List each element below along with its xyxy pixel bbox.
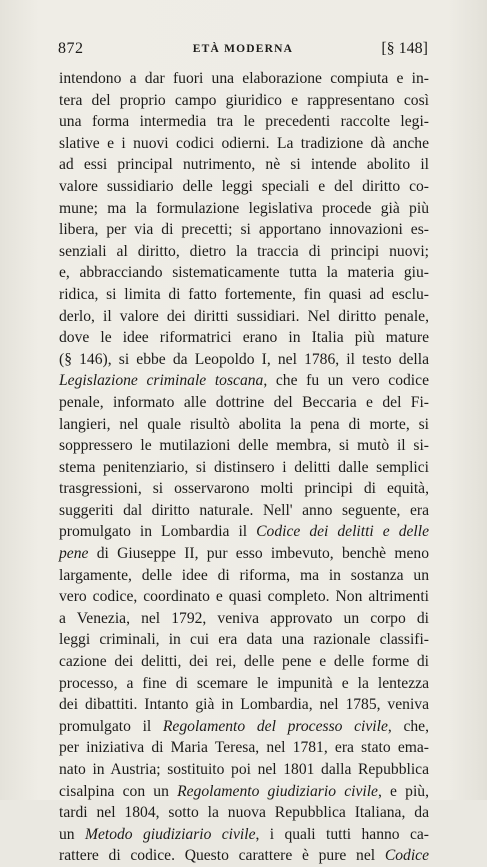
text-run: promulgato in Lombardia il xyxy=(59,523,257,541)
text-run: mune; ma la formulazione legislativa procede già più xyxy=(59,199,429,217)
italic-title: Legislazione criminale toscana xyxy=(59,372,264,390)
text-line xyxy=(59,133,429,155)
italic-title: Regolamento del processo civile xyxy=(162,717,388,735)
text-line xyxy=(59,716,429,738)
text-line xyxy=(59,198,429,220)
text-line xyxy=(59,673,429,695)
text-run: leggi criminali, in cui era data una razionale classifi- xyxy=(59,631,429,649)
text-run: tardi nel 1804, sotto la nuova Repubblica Italiana, da xyxy=(59,804,429,822)
text-run: valore sussidiario delle leggi speciali e del diritto co- xyxy=(59,177,429,195)
text-line xyxy=(59,759,429,781)
italic-title: Regolamento giudiziario civile xyxy=(177,782,378,800)
text-run: stema penitenziario, si distinsero i delitti dalle semplici xyxy=(59,458,429,476)
text-line xyxy=(59,543,429,565)
running-head: ETÀ MODERNA xyxy=(192,43,294,55)
text-run: dove le idee riformatrici erano in Italia più mature xyxy=(59,329,429,347)
page-number: 872 xyxy=(58,40,84,57)
text-run: ridica, si limita di fatto fortemente, fin quasi ad esclu- xyxy=(59,285,429,303)
text-line xyxy=(59,306,429,328)
section-reference: [§ 148] xyxy=(381,40,428,57)
text-run: , i quali tutti hanno ca- xyxy=(255,825,429,843)
text-line xyxy=(59,219,429,241)
text-run: ad essi principal nutrimento, nè si intende abolito il xyxy=(59,156,429,174)
text-run: libera, per via di precetti; si apportano innovazioni es- xyxy=(59,221,429,239)
text-line xyxy=(59,111,429,133)
text-line xyxy=(59,241,429,263)
text-run: largamente, delle idee di riforma, ma in sostanza un xyxy=(59,566,429,584)
text-run: langieri, nel quale risultò abolita la pena di morte, si xyxy=(59,415,429,433)
text-line xyxy=(59,370,429,392)
text-line xyxy=(59,478,429,500)
text-run: e, abbracciando sistematicamente tutta la materia giu- xyxy=(59,264,429,282)
text-line xyxy=(59,651,429,673)
text-run: di Giuseppe II, pur esso imbevuto, benchè meno xyxy=(88,545,429,563)
text-run: promulgato il xyxy=(59,717,163,735)
text-line xyxy=(59,694,429,716)
text-line xyxy=(59,586,429,608)
text-line xyxy=(59,781,429,803)
text-line xyxy=(59,68,429,90)
body-text xyxy=(59,68,429,867)
text-line xyxy=(59,414,429,436)
text-run: , che fu un vero codice xyxy=(263,372,429,390)
text-line xyxy=(59,154,429,176)
text-run: dei dibattiti. Intanto già in Lombardia, nel 1785, veniva xyxy=(59,696,429,714)
text-run: derlo, il valore dei diritti sussidiari. Nel diritto penale, xyxy=(59,307,429,325)
italic-title: Metodo giudiziario civile xyxy=(84,825,256,843)
text-run: (§ 146), si ebbe da Leopoldo I, nel 1786, il testo della xyxy=(59,350,429,368)
text-run: penale, informato alle dottrine del Beccaria e del Fi- xyxy=(59,393,429,411)
text-run: processo, a fine di scemare le impunità e la lentezza xyxy=(59,674,429,692)
text-run: tera del proprio campo giuridico e rappresentano così xyxy=(59,91,429,109)
text-line xyxy=(59,262,429,284)
text-line xyxy=(59,90,429,112)
text-run: slative e i nuovi codici odierni. La tradizione dà anche xyxy=(59,134,429,152)
text-run: , e più, xyxy=(377,782,429,800)
text-line xyxy=(59,435,429,457)
text-run: soppressero le mutilazioni delle membra, si mutò il si- xyxy=(59,437,429,455)
text-run: rattere di codice. Questo carattere è pure nel xyxy=(59,847,385,865)
text-run: , che, xyxy=(387,717,429,735)
text-line xyxy=(59,608,429,630)
italic-title: Codice xyxy=(384,847,429,865)
text-line xyxy=(59,284,429,306)
text-run: una forma intermedia tra le precedenti raccolte legi- xyxy=(59,113,429,131)
text-line xyxy=(59,392,429,414)
text-line xyxy=(59,737,429,759)
text-line xyxy=(59,802,429,824)
text-run: trasgressioni, si osservarono molti principi di equità, xyxy=(59,480,429,498)
text-line xyxy=(59,176,429,198)
text-run: vero codice, coordinato e quasi completo. Non altrimenti xyxy=(59,588,429,606)
text-line xyxy=(59,521,429,543)
text-run: intendono a dar fuori una elaborazione compiuta e in- xyxy=(59,70,429,87)
text-line xyxy=(59,349,429,371)
text-line xyxy=(59,845,429,867)
text-run: cazione dei delitti, dei rei, delle pene e delle forme di xyxy=(59,653,429,671)
text-line xyxy=(59,629,429,651)
text-line xyxy=(59,457,429,479)
text-run: senziali al diritto, dietro la traccia di principi nuovi; xyxy=(59,242,429,260)
italic-title: Codice dei delitti e delle xyxy=(256,523,429,541)
text-run: cisalpina con un xyxy=(59,782,178,800)
page-header xyxy=(58,40,428,62)
italic-title: pene xyxy=(59,545,89,563)
text-line xyxy=(59,500,429,522)
text-run: per iniziativa di Maria Teresa, nel 1781, era stato ema- xyxy=(59,739,429,757)
text-run: un xyxy=(59,825,85,843)
text-run: suggeriti dal diritto naturale. Nell' anno seguente, era xyxy=(59,501,429,519)
text-line xyxy=(59,824,429,846)
text-run: nato in Austria; sostituito poi nel 1801 dalla Repubblica xyxy=(59,761,429,778)
text-run: a Venezia, nel 1792, veniva approvato un corpo di xyxy=(59,609,429,627)
text-line xyxy=(59,565,429,587)
text-line xyxy=(59,327,429,349)
